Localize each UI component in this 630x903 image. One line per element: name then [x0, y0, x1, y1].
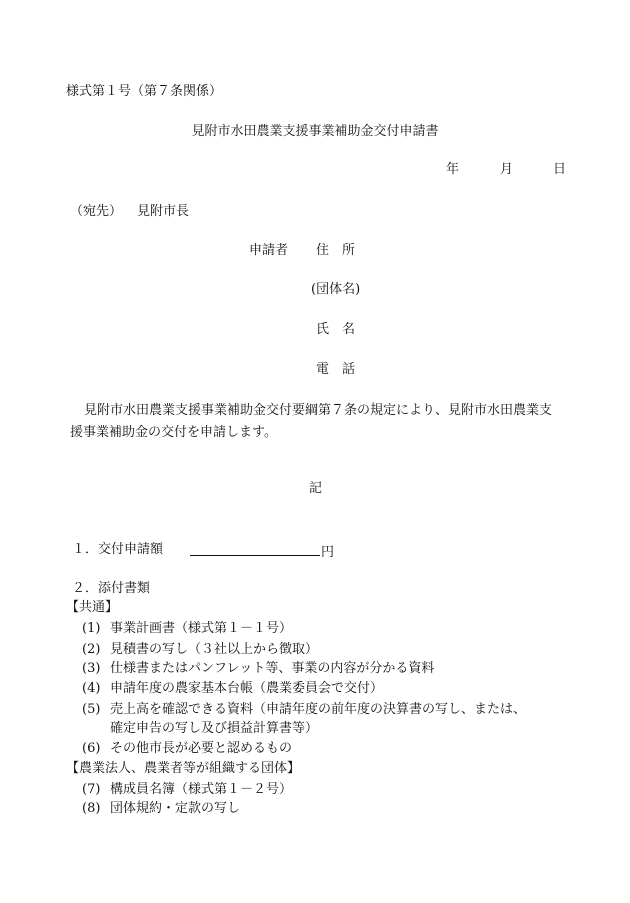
section1-label: １．交付申請額: [72, 542, 164, 557]
address-label: 住 所: [316, 243, 356, 258]
list-item-5-num: (5): [82, 702, 101, 717]
list-item-8-num: (8): [82, 801, 101, 816]
amount-unit: 円: [321, 545, 335, 560]
body-line-1: 見附市水田農業支援事業補助金交付要綱第７条の規定により、見附市水田農業支: [84, 403, 553, 418]
list-item-1-num: (1): [82, 621, 101, 636]
date-month: 月: [500, 162, 514, 177]
list-item-4-text: 申請年度の農家基本台帳（農業委員会で交付）: [110, 681, 384, 696]
body-line-2: 援事業補助金の交付を申請します。: [70, 425, 277, 440]
amount-underline: [190, 542, 320, 556]
list-item-3-text: 仕様書またはパンフレット等、事業の内容が分かる資料: [110, 661, 435, 676]
form-number: 様式第１号（第７条関係）: [66, 84, 223, 99]
amount-field: [190, 542, 334, 561]
section2-label: ２．添付書類: [72, 581, 151, 596]
document-title: 見附市水田農業支援事業補助金交付申請書: [191, 124, 439, 139]
list-item-6-num: (6): [82, 741, 101, 756]
addressee-name: 見附市長: [137, 204, 190, 219]
group-name-label: (団体名): [311, 282, 361, 297]
addressee-prefix: （宛先）: [70, 204, 123, 219]
list-item-7-num: (7): [82, 782, 101, 797]
phone-label: 電 話: [316, 362, 356, 377]
list-item-8-text: 団体規約・定款の写し: [110, 801, 241, 816]
list-item-3-num: (3): [82, 661, 101, 676]
list-item-4-num: (4): [82, 681, 101, 696]
name-label: 氏 名: [316, 322, 356, 337]
list-item-1-text: 事業計画書（様式第１－１号）: [110, 621, 293, 636]
list-item-5-text: 売上高を確認できる資料（申請年度の前年度の決算書の写し、または、: [110, 702, 527, 717]
list-item-6-text: その他市長が必要と認めるもの: [110, 741, 293, 756]
corp-header: 【農業法人、農業者等が組織する団体】: [66, 761, 301, 776]
list-item-2-text: 見積書の写し（３社以上から徴取）: [110, 642, 319, 657]
date-year: 年: [446, 162, 460, 177]
ki-marker: 記: [309, 481, 323, 496]
list-item-7-text: 構成員名簿（様式第１－２号）: [110, 782, 293, 797]
date-day: 日: [553, 162, 567, 177]
applicant-label: 申請者: [249, 243, 289, 258]
list-item-2-num: (2): [82, 642, 101, 657]
list-item-5-cont: 確定申告の写し及び損益計算書等）: [110, 721, 319, 736]
common-header: 【共通】: [66, 600, 119, 615]
